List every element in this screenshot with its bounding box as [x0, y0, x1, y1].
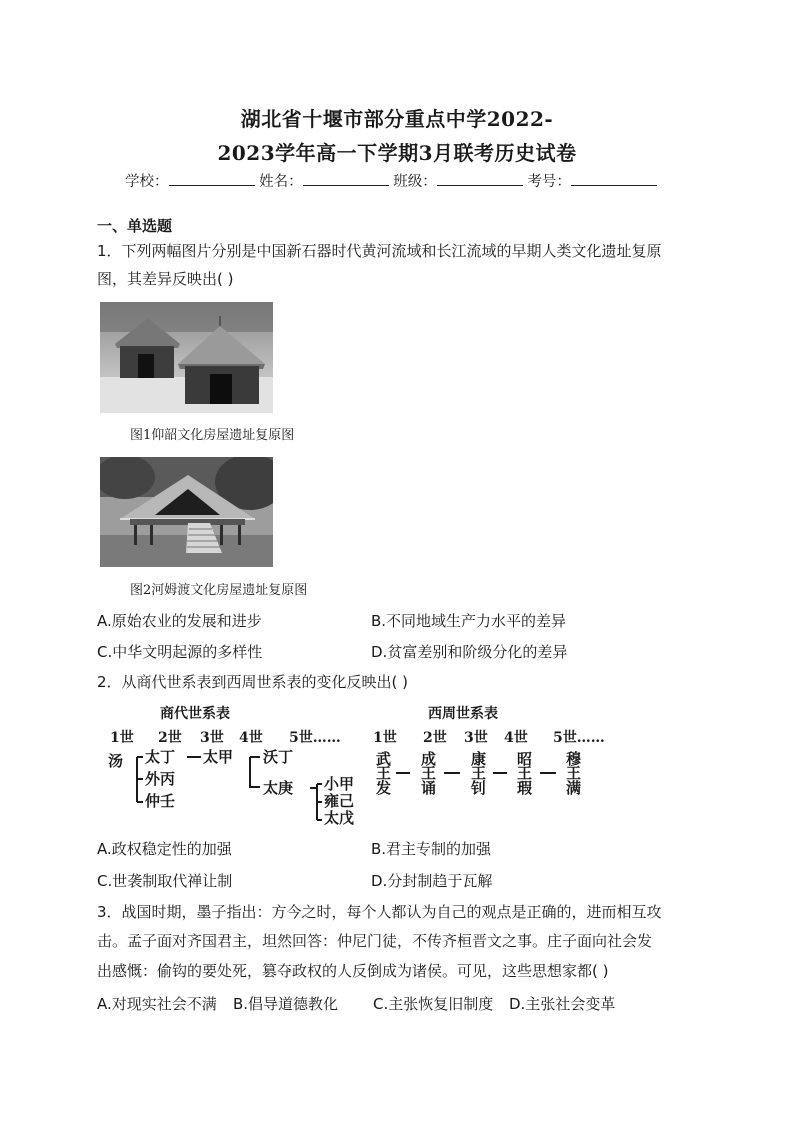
shang-gen-2: 2世	[158, 730, 182, 746]
shang-king-tang: 汤	[108, 752, 124, 770]
zhou-gen-2: 2世	[423, 730, 447, 746]
figure2-caption: 图2河姆渡文化房屋遗址复原图	[130, 583, 308, 598]
zhou-gen-5: 5世……	[553, 730, 605, 746]
zhou-muwang-3: 满	[566, 779, 582, 797]
exam-number-blank[interactable]	[571, 171, 657, 186]
zhou-gen-4: 4世	[504, 730, 528, 746]
q3-stem-line2: 击。孟子面对齐国君主，坦然回答：仲尼门徒，不传齐桓晋文之事。庄子面向社会发	[97, 932, 653, 950]
q1-stem-line2: 图，其差异反映出( )	[97, 270, 234, 288]
class-blank[interactable]	[437, 171, 523, 186]
q1-option-c[interactable]: C.中华文明起源的多样性	[97, 643, 263, 661]
shang-gen-4: 4世	[239, 730, 263, 746]
shang-king-taiding: 太丁	[145, 748, 176, 766]
hemudu-house-photo	[100, 457, 273, 567]
shang-gen-3: 3世	[200, 730, 224, 746]
zhou-muwang-2: 王	[566, 764, 582, 782]
name-label: 姓名：	[259, 174, 303, 190]
zhou-gen-1: 1世	[373, 730, 397, 746]
zhou-chengwang-2: 王	[421, 764, 437, 782]
zhou-wuwang-1: 武	[376, 750, 392, 768]
zhou-kangwang-2: 王	[471, 764, 487, 782]
school-blank[interactable]	[169, 171, 255, 186]
shang-king-taigeng: 太庚	[263, 779, 294, 797]
shang-king-taiwu: 太戊	[324, 809, 355, 827]
q1-option-b[interactable]: B.不同地域生产力水平的差异	[371, 612, 567, 630]
zhou-muwang-1: 穆	[566, 750, 582, 768]
q1-option-a[interactable]: A.原始农业的发展和进步	[97, 612, 262, 630]
zhou-table-title: 西周世系表	[428, 706, 498, 722]
section-title: 一、单选题	[97, 217, 173, 235]
shang-king-waibing: 外丙	[145, 770, 176, 788]
shang-king-xiaojia: 小甲	[324, 775, 355, 793]
q1-stem-line1: 1．下列两幅图片分别是中国新石器时代黄河流域和长江流域的早期人类文化遗址复原	[97, 242, 662, 260]
student-info-row	[125, 170, 657, 191]
exam-title-line1: 湖北省十堰市部分重点中学2022-	[240, 107, 554, 131]
zhou-wuwang-3: 发	[376, 779, 392, 797]
q2-option-b[interactable]: B.君主专制的加强	[371, 840, 492, 858]
shang-gen-5: 5世……	[289, 730, 341, 746]
name-blank[interactable]	[303, 171, 389, 186]
shang-gen-1: 1世	[110, 730, 134, 746]
zhou-zhaowang-1: 昭	[517, 750, 533, 768]
zhou-zhaowang-2: 王	[517, 764, 533, 782]
zhou-wuwang-2: 王	[376, 764, 392, 782]
exam-number-label: 考号：	[527, 174, 571, 190]
figure1-caption: 图1仰韶文化房屋遗址复原图	[130, 428, 295, 443]
q3-stem-line1: 3．战国时期，墨子指出：方今之时，每个人都认为自己的观点是正确的，进而相互攻	[97, 903, 662, 921]
q2-option-a[interactable]: A.政权稳定性的加强	[97, 840, 232, 858]
q3-option-a[interactable]: A.对现实社会不满	[97, 995, 217, 1013]
q3-option-c[interactable]: C.主张恢复旧制度	[373, 995, 494, 1013]
shang-king-yongji: 雍己	[324, 792, 355, 810]
q2-option-d[interactable]: D.分封制趋于瓦解	[371, 872, 493, 890]
shang-king-woding: 沃丁	[263, 748, 294, 766]
exam-title-line2: 2023学年高一下学期3月联考历史试卷	[217, 141, 577, 165]
zhou-chengwang-3: 诵	[421, 779, 437, 797]
shang-connectors	[137, 757, 322, 820]
shang-table-title: 商代世系表	[160, 706, 230, 722]
class-label: 班级：	[393, 174, 437, 190]
school-label: 学校：	[125, 174, 169, 190]
zhou-zhaowang-3: 瑕	[517, 779, 533, 797]
q2-option-c[interactable]: C.世袭制取代禅让制	[97, 872, 233, 890]
yangshao-house-photo	[100, 302, 273, 413]
zhou-kangwang-1: 康	[471, 750, 487, 768]
q3-option-b[interactable]: B.倡导道德教化	[233, 995, 339, 1013]
zhou-chengwang-1: 成	[421, 750, 437, 768]
q2-stem: 2．从商代世系表到西周世系表的变化反映出( )	[97, 673, 409, 691]
q3-option-d[interactable]: D.主张社会变革	[509, 995, 616, 1013]
genealogy-table	[105, 702, 625, 828]
q1-option-d[interactable]: D.贫富差别和阶级分化的差异	[371, 643, 568, 661]
zhou-gen-3: 3世	[464, 730, 488, 746]
zhou-kangwang-3: 钊	[471, 779, 487, 797]
shang-king-taijia: 太甲	[203, 748, 234, 766]
shang-king-zhongren: 仲壬	[145, 792, 176, 810]
q3-stem-line3: 出感慨：偷钩的要处死，篡夺政权的人反倒成为诸侯。可见，这些思想家都( )	[97, 962, 609, 980]
